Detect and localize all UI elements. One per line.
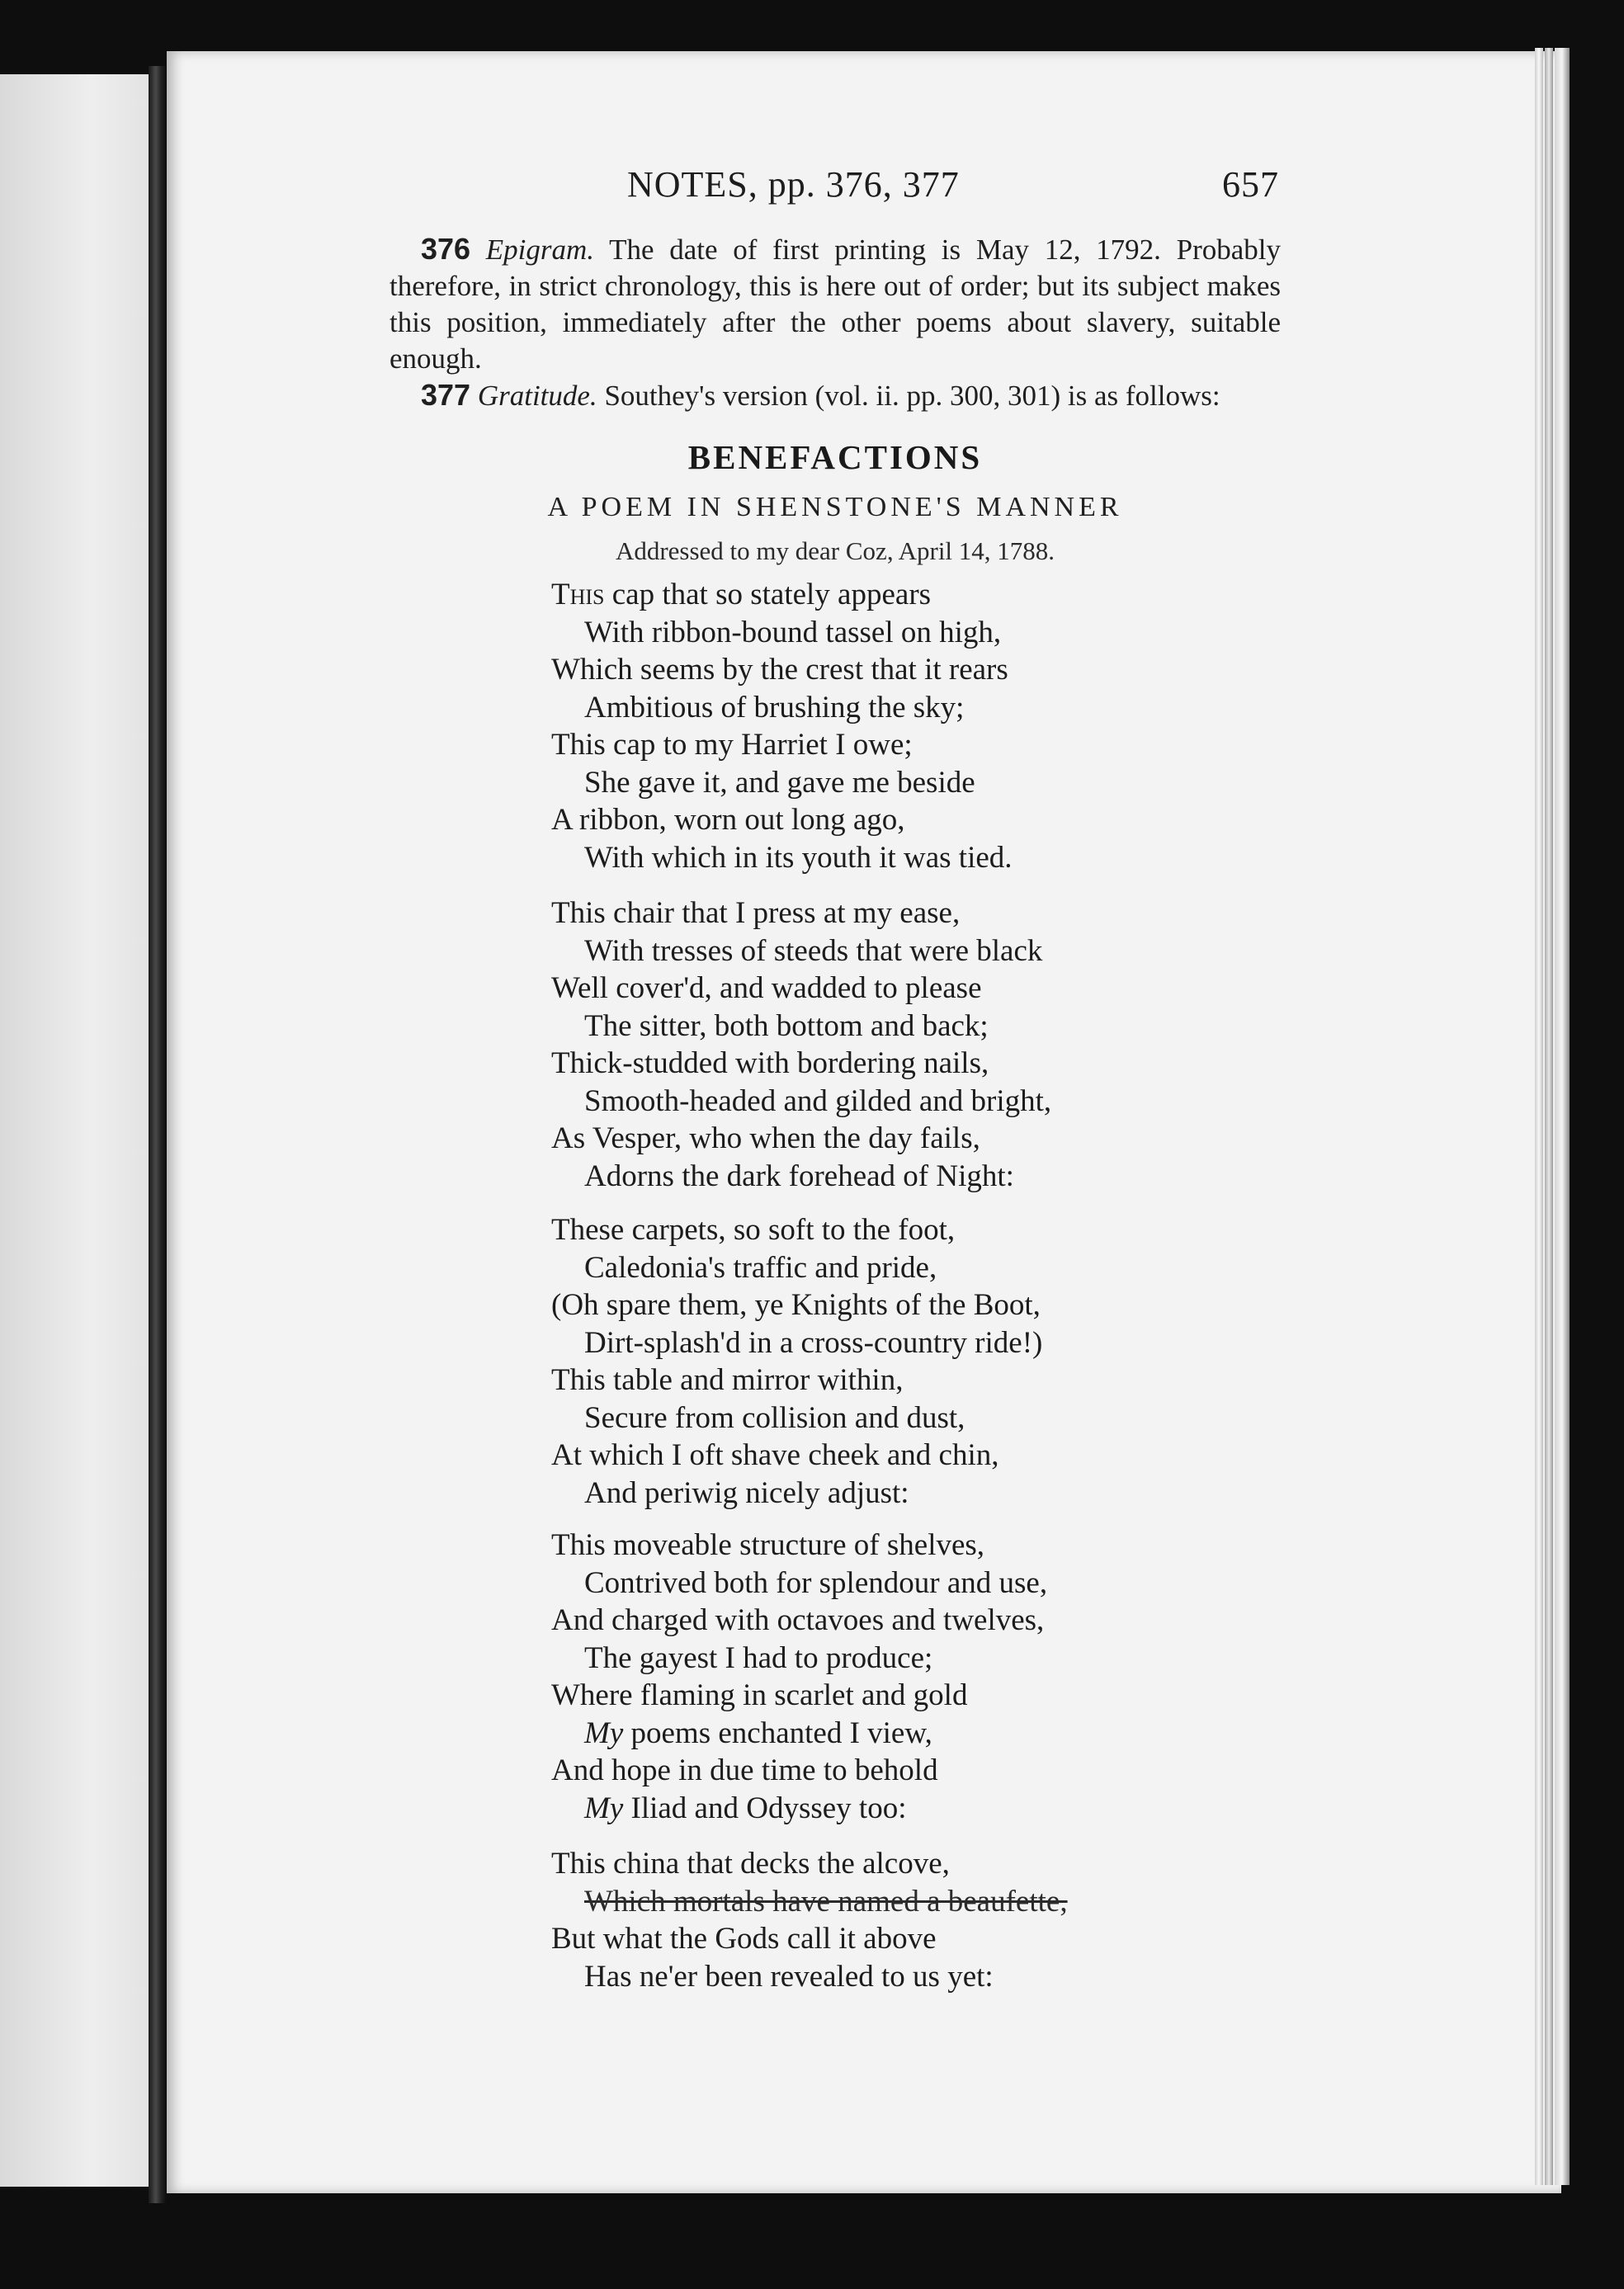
poem-line [551, 1790, 1261, 1828]
poem-line: Has ne'er been revealed to us yet: [584, 1959, 994, 1994]
note-376 [389, 231, 1281, 377]
poem-line: Contrived both for splendour and use, [584, 1565, 1048, 1600]
poem-line: But what the Gods call it above [551, 1922, 937, 1956]
book-gutter [149, 66, 167, 2203]
poem-line [551, 1715, 1261, 1753]
poem-line: This cap to my Harriet I owe; [551, 728, 913, 762]
page-edge [1535, 48, 1543, 2185]
poem-line: Adorns the dark forehead of Night: [584, 1159, 1014, 1193]
poem-line: The sitter, both bottom and back; [584, 1008, 989, 1043]
poem-line [551, 576, 1261, 614]
line-text: poems enchanted I view, [623, 1716, 932, 1750]
poem-stanza [551, 576, 1261, 876]
poem-stanza [551, 1211, 1261, 1512]
line-text: cap that so stately appears [604, 578, 932, 611]
poem-line: Caledonia's traffic and pride, [584, 1250, 937, 1285]
poem-line: Thick-studded with bordering nails, [551, 1046, 989, 1080]
poem-line: This chair that I press at my ease, [551, 896, 961, 930]
poem-line-struck: Which mortals have named a beaufette, [584, 1884, 1068, 1919]
running-head-title: NOTES, pp. 376, 377 [627, 164, 960, 205]
page-number: 657 [1222, 164, 1279, 205]
poem-line: Smooth-headed and gilded and bright, [584, 1083, 1052, 1118]
page-edge [1545, 48, 1553, 2185]
running-head [627, 163, 1279, 213]
poem-line: This moveable structure of shelves, [551, 1528, 985, 1562]
poem-line: Secure from collision and dust, [584, 1400, 965, 1435]
poem-line: Which seems by the crest that it rears [551, 653, 1008, 687]
poem-line: With ribbon-bound tassel on high, [584, 615, 1002, 649]
facing-page-edge [0, 74, 153, 2187]
poem-line: She gave it, and gave me beside [584, 765, 975, 800]
notes-section [389, 231, 1281, 414]
italic-word: My [584, 1791, 624, 1825]
poem-line: Where flaming in scarlet and gold [551, 1678, 968, 1712]
poem-line: And charged with octavoes and twelves, [551, 1603, 1045, 1637]
poem-stanza [551, 1845, 1261, 1995]
poem-stanza [551, 1527, 1261, 1827]
note-text: Southey's version (vol. ii. pp. 300, 301) is as follows: [604, 380, 1220, 412]
poem-line: This table and mirror within, [551, 1363, 904, 1397]
poem-title: BENEFACTIONS [687, 438, 983, 476]
poem-line: At which I oft shave cheek and chin, [551, 1438, 999, 1472]
poem-line: This china that decks the alcove, [551, 1847, 950, 1881]
poem-line: And periwig nicely adjust: [584, 1475, 909, 1510]
poem-line: With tresses of steeds that were black [584, 933, 1043, 968]
note-title: Epigram. [485, 234, 595, 266]
note-title: Gratitude. [477, 380, 597, 412]
poem-line: (Oh spare them, ye Knights of the Boot, [551, 1288, 1041, 1322]
small-caps-word: This [551, 578, 605, 611]
poem-line: Ambitious of brushing the sky; [584, 690, 965, 724]
poem-dedication: Addressed to my dear Coz, April 14, 1788. [615, 536, 1055, 565]
note-text: The date of first printing is May 12, 1792. Probably therefore, in strict chronology, this is here out of order; but its subject makes this position, immediately after the other poems about slavery, suitable enough. [389, 234, 1282, 375]
poem-line: With which in its youth it was tied. [584, 840, 1013, 875]
poem-stanza [551, 894, 1261, 1195]
note-number: 376 [421, 232, 471, 266]
poem-line: These carpets, so soft to the foot, [551, 1213, 956, 1247]
page-edge [1555, 48, 1570, 2185]
poem-line: Dirt-splash'd in a cross-country ride!) [584, 1325, 1043, 1360]
poem-line: A ribbon, worn out long ago, [551, 803, 905, 837]
poem-line: As Vesper, who when the day fails, [551, 1121, 980, 1155]
poem-subtitle: A POEM IN SHENSTONE'S MANNER [547, 492, 1123, 522]
poem-line: Well cover'd, and wadded to please [551, 971, 982, 1005]
note-number: 377 [421, 378, 471, 412]
line-text: Iliad and Odyssey too: [623, 1791, 907, 1825]
poem-line: And hope in due time to behold [551, 1753, 938, 1787]
note-377 [389, 377, 1281, 414]
poem-line: The gayest I had to produce; [584, 1640, 933, 1675]
italic-word: My [584, 1716, 624, 1750]
